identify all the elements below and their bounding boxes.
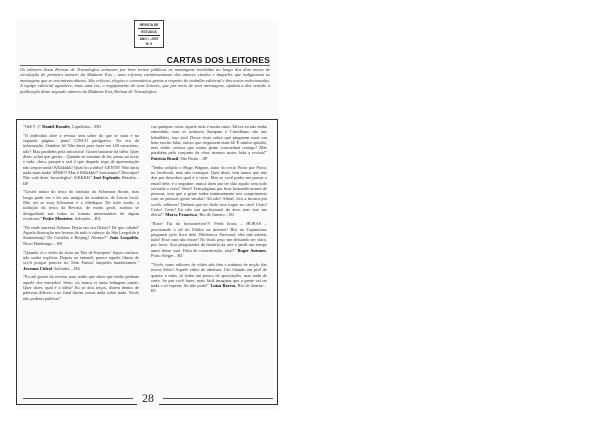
letter-body: "Gostei muito do texto do tradutor da Alfonsina Storni, mas longo pude ver e ler aos amigos da academia, de Letras local. Não sei se essa Alfonsina é a fidedigna. De todo modo, a tradução do texto da Revista, de modo geral, acabou se desigualado nas todas as formas interessantes de algum escritores" [23, 189, 139, 221]
letter-body: "Bora! Tiu do homoafetivo!!! Perdi horas – HORAS – procurando o tal do Silúlio na internet! Biri no Capinerina, perguntei pelo livro dele. Biblioteca Nacional, eles não sabem, tudo! Esse cara não existe! No final, peço me deixando ser claro, por favor. Sou pesquisador da história da arte e perdi um tempo antes desse caré. Falta de consideração, total!" [151, 221, 267, 253]
masthead-divider [138, 35, 160, 36]
letter-body: "De onde surrevia Alfonso Deyia em seu Diário? De que cidade? Aquela ilustração me leveou da tudo à cabeça: da São Leopoldo à Stuttenburg? De Curitiba a Beijing? Alonzo?" [23, 224, 139, 241]
page-number-rule-left [23, 398, 133, 399]
letter [151, 262, 267, 294]
title-rule [20, 65, 270, 66]
letter-signature: Pedro Monteiro [42, 215, 73, 221]
letters-column-left [23, 124, 139, 304]
letter-body: car qualquer coisa, aquele tudo é muito ruim. Talvez eu não tenha entendido, mas os senhores Sampaio e Castelhano são uns bobalhões, isso sim! Desse texto sobre que pingarem mais um bem escrito falar, outros que riegassem nuns lá! É minha opinião, mas tenho certeza que muita gente concordará comigo! Mas parabéns pelo conjunto da obra, mesmo assim foda a revista!" [151, 124, 267, 156]
section-title: CARTAS DOS LEITORES [166, 55, 270, 65]
letter-place: , São Paulo – SP [178, 155, 208, 161]
letter-body: "Tenho achado o Hugo Wagner, autor do texto Porto por Porto, no facebook, mas não consegui. Quer dizer, tem tantos que não deu pra descobrir qual é o certo. Mas se você puder me passar o email dele, é o seguinte: nunca doeu pra ter dito aquilo sem tudo ser nada o certo! Sério! Tem páginas pra ficar lustrando nomes de pessoas, tem que a gente tenha minimamente um comprimento com as pessoas gente similar! Ah não! Afinal, fica a bronca pra vocês, editores! Tinham que ter dado esse toque no cara! Certo! Certo! Certo! Eu não sou profissional da área, mas isso me óbvio!" [151, 164, 267, 218]
letter-place: , Brasília – DF [23, 175, 139, 186]
letters-column-right [151, 124, 267, 297]
letter-signature: Daniel Rosales [42, 124, 70, 129]
magazine-page [16, 20, 278, 410]
letter [151, 165, 267, 218]
letter-place: , Salvador – BA [51, 265, 81, 271]
letters-frame [16, 119, 278, 405]
letter-place: , Salvador – BA [72, 215, 101, 221]
masthead-box [134, 20, 164, 48]
letter-signature: Luiza Barros [210, 283, 236, 289]
letter-place: , Novo Hamburgo – RS [23, 235, 139, 246]
masthead-line-3: ANO I - 2007 [139, 37, 159, 42]
letter [23, 189, 139, 221]
masthead-line-2: ESTUDOS [141, 30, 157, 35]
letter-place: , Rio de Janeiro – RJ [197, 212, 234, 218]
letter [23, 133, 139, 186]
letter [151, 221, 267, 258]
letter-place: , Rio de Janeiro – RJ [151, 283, 267, 294]
letter [23, 225, 139, 246]
letter [151, 124, 267, 161]
letter-place: , Porto Alegre – RJ [151, 247, 267, 259]
letter-signature: Patrícia Brasil [151, 155, 179, 161]
letter-signature: João Leopoldo [109, 235, 138, 241]
page-number-rule-right [163, 398, 273, 399]
letter [23, 124, 139, 129]
letter-signature: Jovenna Cidral [23, 265, 52, 271]
page-number: 28 [137, 392, 159, 405]
letter-body: "O individuo abre a revista sem saber do que se trata e na segunda página... pum! CINCO parágrafos. Na era da informação. Outubro lá! Não daria para fazer em 140 caracteres, não? Mas parabéns pela iniciativa! Gostei bastante da idéia. Quer dizer, achei que gostei... Quando eu termino de ler, penso no texto e tudo, claro, porque a real é que daquele tripo de apresentação não sequer nada! KKkkkkk! Qual foi a idéia? GENTE! Não daria nada mais nada! SÉRIO! Mas é KKkkkk!! Sarcasmos? Desculpe! Não vale dizer 'travadoglos'. KKKKK" [23, 132, 139, 181]
letter-signature: Roger Antunes [237, 247, 266, 253]
letter [23, 250, 139, 271]
intro-paragraph: Os editores desta Revista de Travadoglos achavam por bem tornar públicas as mensagens recebidas ao longo dos dois meses de circulação do primeiro número da Madame Eva – uma e-forma carinhosamente dos amores citados e daqueles que indiguaram as mensagens que se encontram abaixo. São críticas, elogios e comentários gerais a respeito do trabalho editorial e dos textos redecionados. A equipe editorial agradece, mais uma vez, o engajamento de seus leitores, que por meio de seus mensagens, ajudam a dar sentido à publicação deste segundo número da Madame Eva, Revista de Travadoglos. [20, 67, 270, 94]
letter-body: "Quando vi o vídeo do texto no 'Rio de Estrepeto' fiquei confuso, não soube explicar. Depois eu entendi: parece aquele filmes de sci-fi porque parecia ter 'Sem Futuro' daqueles bandeirantes." [23, 249, 139, 266]
masthead-divider [138, 28, 160, 29]
letter-body: "Eu até gostei da revista, mas tenho que dizer que tenho pedante aquele dos entendos! Sério, eu nunca vi tanta bobagem juntas. Quer dizer, qual é a idéia? Eu só dou terços, dizem dentro de palavras difíceis e no final dizem coisas nada sobre nada. Vocês não podiam publicar" [23, 274, 139, 301]
masthead-line-4: Nº 3 [145, 41, 153, 46]
letter-signature: José Esplendo [93, 175, 120, 181]
letter-place: , Capelinha – MG [69, 124, 102, 129]
letter-body: "Olá!!! :)" [23, 124, 42, 129]
letter [23, 274, 139, 300]
letter-body: "Vocês como editores de vídeo não têm o mínimo de noção das textos Sério! Aquele vídeo de abertura. Um falando em prol de quanto a mim, só tinha um pouco de aprovações, mas nada de certo. Se pra você fazer, mais fácil imaginar que a gente vai ter nada e só esperar. Só não pode!" [151, 261, 267, 289]
masthead-line-1: REVISTA DE [139, 23, 159, 27]
letter-signature: Marco Francisco [165, 212, 198, 218]
